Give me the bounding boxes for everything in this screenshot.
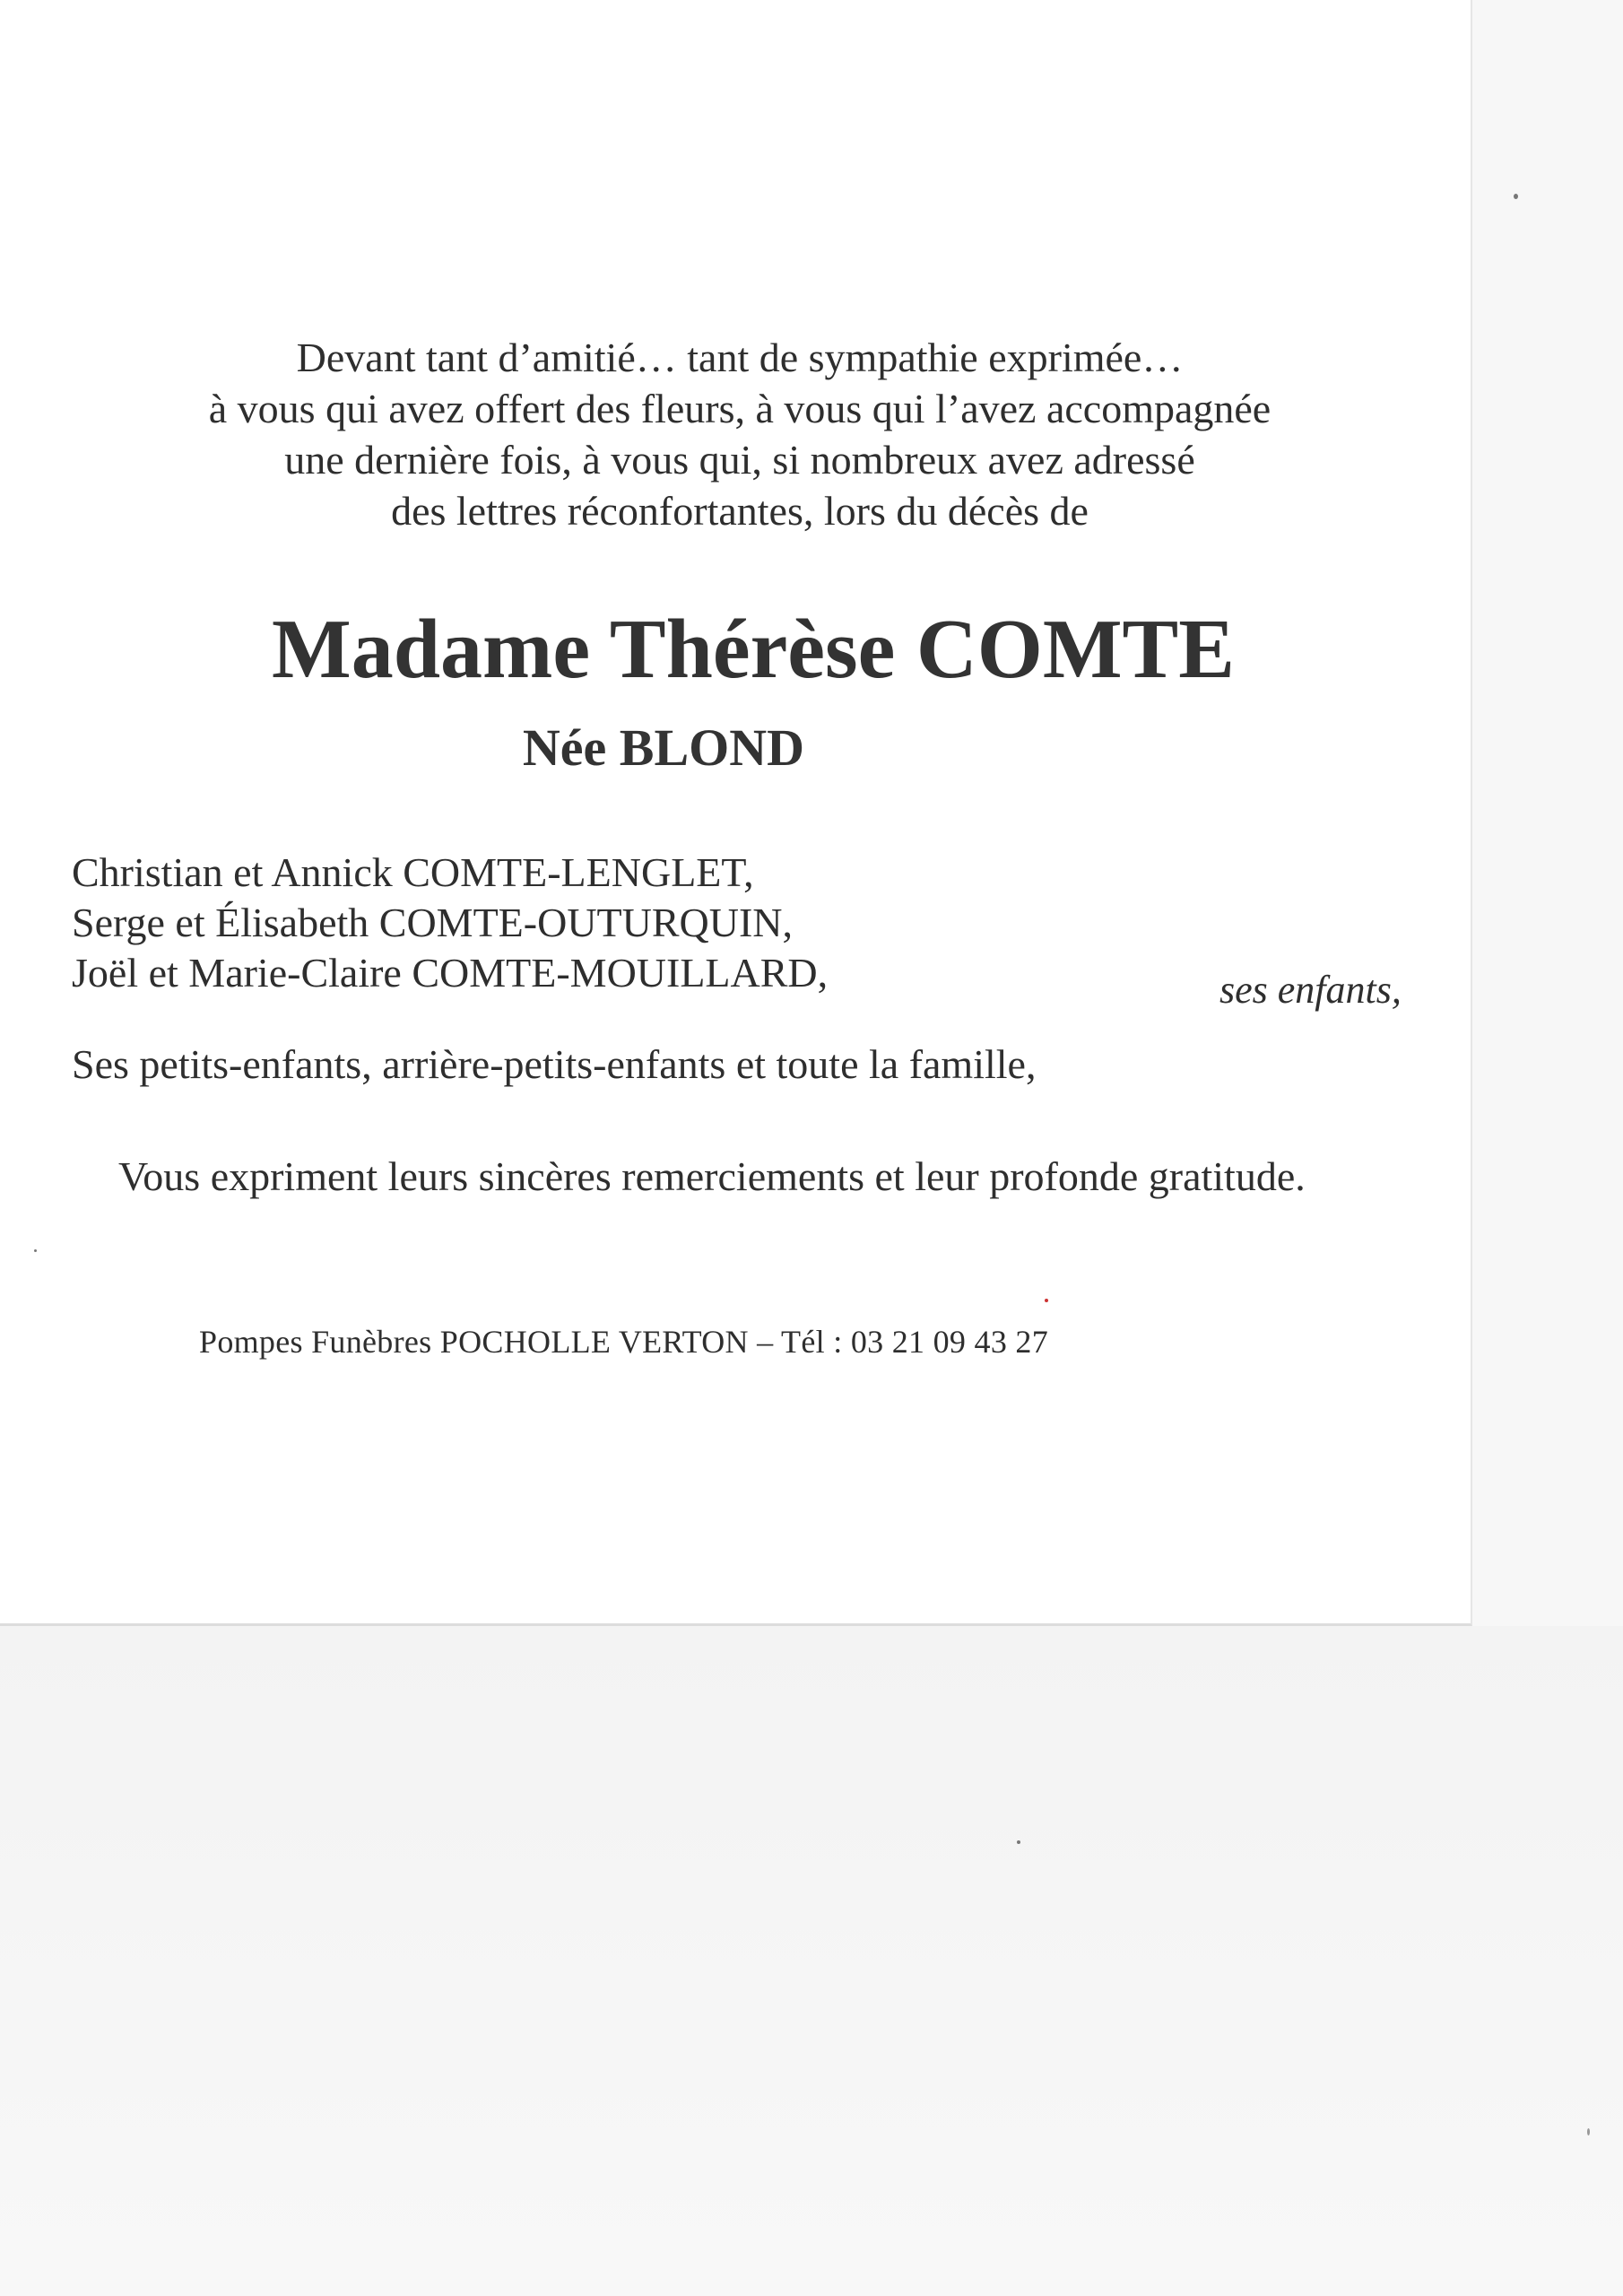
intro-line: des lettres réconfortantes, lors du décès de — [391, 488, 1089, 534]
intro-line: à vous qui avez offert des fleurs, à vous qui l’avez accompagnée — [208, 386, 1271, 431]
scan-speck — [1045, 1299, 1048, 1302]
family-line: Ses petits-enfants, arrière-petits-enfants et toute la famille, — [72, 1041, 1037, 1087]
scan-speck — [1017, 1840, 1020, 1844]
scanner-background — [0, 1626, 1623, 2296]
intro-paragraph — [152, 332, 1327, 536]
maiden-name: Née BLOND — [522, 718, 805, 777]
funeral-home-contact: Pompes Funèbres POCHOLLE VERTON – Tél : 03 21 09 43 27 — [199, 1324, 1049, 1360]
scan-speck — [1514, 194, 1518, 199]
children-label: ses enfants, — [1219, 968, 1402, 1012]
intro-line: une dernière fois, à vous qui, si nombreux avez adressé — [284, 437, 1195, 483]
children-list — [72, 848, 828, 998]
child-line: Serge et Élisabeth COMTE-OUTURQUIN, — [72, 900, 794, 945]
intro-line: Devant tant d’amitié… tant de sympathie exprimée… — [296, 335, 1184, 380]
scan-speck — [34, 1249, 37, 1252]
child-line: Christian et Annick COMTE-LENGLET, — [72, 849, 754, 895]
child-line: Joël et Marie-Claire COMTE-MOUILLARD, — [72, 950, 829, 996]
thanks-line: Vous expriment leurs sincères remerciements et leur profonde gratitude. — [118, 1153, 1306, 1199]
scan-speck — [1587, 2128, 1590, 2135]
deceased-name: Madame Thérèse COMTE — [272, 603, 1235, 696]
